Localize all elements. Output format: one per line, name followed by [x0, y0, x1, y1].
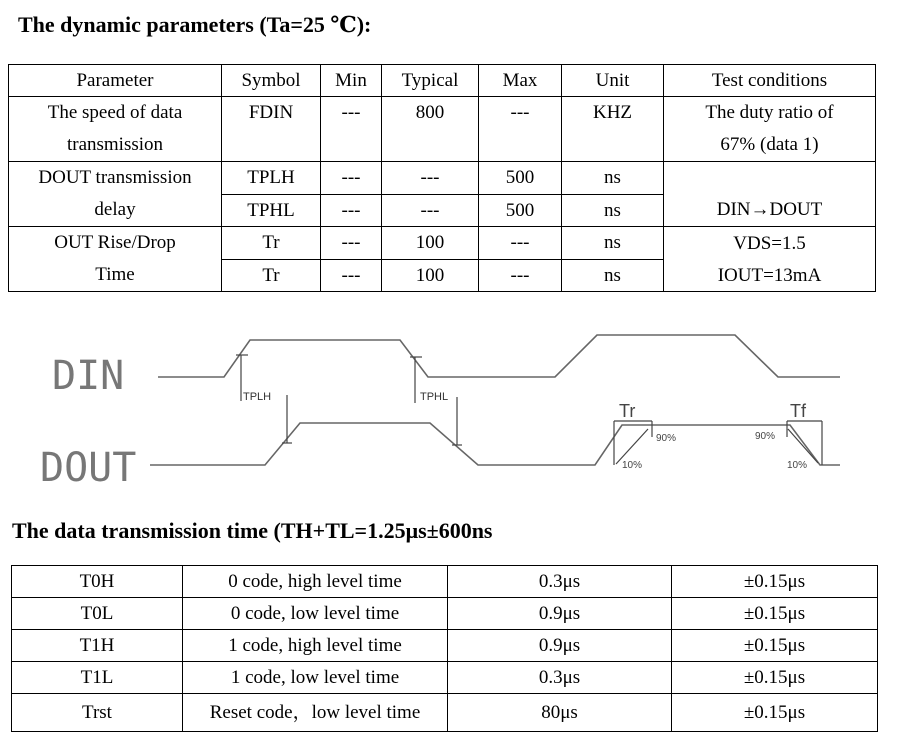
header-symbol: Symbol [222, 65, 321, 97]
tol-cell: ±0.15μs [672, 694, 878, 732]
typical-cell: --- [382, 162, 479, 195]
symbol-cell: Tr [222, 259, 321, 292]
min-cell: --- [321, 194, 382, 227]
header-typical: Typical [382, 65, 479, 97]
unit-cell: ns [562, 227, 664, 260]
code-cell: T0L [12, 598, 183, 630]
param-cell [9, 227, 222, 292]
header-max: Max [479, 65, 562, 97]
table-row [9, 227, 876, 260]
dynamic-parameters-table [8, 64, 876, 292]
header-parameter: Parameter [9, 65, 222, 97]
tol-cell: ±0.15μs [672, 566, 878, 598]
table-row [12, 566, 878, 598]
dout-label: DOUT [40, 445, 137, 485]
tol-cell: ±0.15μs [672, 662, 878, 694]
value-cell: 0.3μs [448, 662, 672, 694]
desc-cell: 0 code, high level time [183, 566, 448, 598]
desc-cell: 1 code, low level time [183, 662, 448, 694]
min-cell: --- [321, 97, 382, 162]
typical-cell: 800 [382, 97, 479, 162]
value-cell: 0.9μs [448, 630, 672, 662]
unit-cell: KHZ [562, 97, 664, 162]
table-row [9, 162, 876, 195]
max-cell: --- [479, 227, 562, 260]
test-line: 67% (data 1) [720, 134, 819, 155]
code-cell: Trst [12, 694, 183, 732]
max-cell: --- [479, 97, 562, 162]
tplh-label: TPLH [243, 391, 272, 403]
desc-cell: Reset code，low level time [183, 694, 448, 732]
tr-slope-arrow [616, 429, 648, 464]
test-line: The duty ratio of [705, 102, 834, 123]
code-cell: T1L [12, 662, 183, 694]
header-min: Min [321, 65, 382, 97]
typical-cell: 100 [382, 259, 479, 292]
typical-cell: --- [382, 194, 479, 227]
pct10-tf-label: 10% [787, 460, 808, 471]
symbol-cell: TPLH [222, 162, 321, 195]
param-line: The speed of data [47, 102, 183, 123]
pct90-tf-label: 90% [755, 431, 776, 442]
tf-slope-arrow [788, 429, 818, 463]
table-row [12, 598, 878, 630]
tol-cell: ±0.15μs [672, 630, 878, 662]
tphl-label: TPHL [420, 391, 449, 403]
code-cell: T1H [12, 630, 183, 662]
param-cell [9, 162, 222, 227]
min-cell: --- [321, 227, 382, 260]
symbol-cell: FDIN [222, 97, 321, 162]
pct90-tr-label: 90% [656, 433, 677, 444]
unit-cell: ns [562, 162, 664, 195]
param-line: Time [95, 264, 135, 285]
table-row [12, 662, 878, 694]
din-waveform [158, 335, 840, 377]
din-label: DIN [52, 353, 125, 399]
value-cell: 0.3μs [448, 566, 672, 598]
table-row [12, 630, 878, 662]
test-cell: VDS=1.5 [664, 227, 876, 260]
max-cell: --- [479, 259, 562, 292]
pct10-tr-label: 10% [622, 460, 643, 471]
unit-cell: ns [562, 194, 664, 227]
code-cell: T0H [12, 566, 183, 598]
header-test-conditions: Test conditions [664, 65, 876, 97]
test-cell: DIN→DOUT [664, 162, 876, 227]
dynamic-parameters-heading: The dynamic parameters (Ta=25 ℃): [18, 12, 372, 37]
timing-diagram [0, 325, 900, 485]
min-cell: --- [321, 162, 382, 195]
symbol-cell: Tr [222, 227, 321, 260]
header-unit: Unit [562, 65, 664, 97]
max-cell: 500 [479, 194, 562, 227]
unit-cell: ns [562, 259, 664, 292]
typical-cell: 100 [382, 227, 479, 260]
table-row [12, 694, 878, 732]
max-cell: 500 [479, 162, 562, 195]
dout-waveform [150, 423, 840, 465]
table-header-row [9, 65, 876, 97]
min-cell: --- [321, 259, 382, 292]
tr-label: Tr [619, 401, 636, 421]
test-cell [664, 97, 876, 162]
desc-cell: 1 code, high level time [183, 630, 448, 662]
desc-cell: 0 code, low level time [183, 598, 448, 630]
param-line: transmission [66, 134, 164, 155]
param-line: DOUT transmission [38, 167, 192, 188]
value-cell: 0.9μs [448, 598, 672, 630]
tf-label: Tf [790, 401, 806, 421]
value-cell: 80μs [448, 694, 672, 732]
transmission-time-heading: The data transmission time (TH+TL=1.25μs±600ns [12, 518, 493, 543]
param-cell [9, 97, 222, 162]
tol-cell: ±0.15μs [672, 598, 878, 630]
param-line: OUT Rise/Drop [54, 232, 176, 253]
transmission-time-table [11, 565, 878, 732]
param-line: delay [94, 199, 136, 220]
symbol-cell: TPHL [222, 194, 321, 227]
test-cell: IOUT=13mA [664, 259, 876, 292]
